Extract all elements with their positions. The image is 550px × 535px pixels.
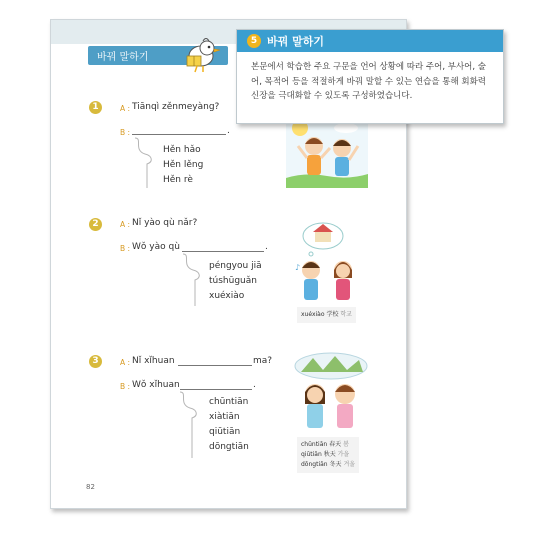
- option-item: Hěn rè: [163, 175, 193, 185]
- vocab-pinyin: dōngtiān: [301, 461, 328, 468]
- callout-title: 바꿔 말하기: [267, 35, 324, 48]
- option-item: qiūtiān: [209, 427, 241, 437]
- substitution-options: [209, 259, 262, 304]
- speaker-a-text: Nǐ yào qù nǎr?: [132, 218, 198, 228]
- bird-mascot-icon: [181, 36, 223, 74]
- speaker-a-label: A :: [120, 358, 131, 367]
- exercise-number-badge: 2: [89, 218, 102, 231]
- answer-blank: [178, 365, 252, 366]
- speaker-a-label: A :: [120, 220, 131, 229]
- answer-blank: [132, 134, 226, 135]
- speaker-a-text: Tiānqì zěnmeyàng?: [132, 102, 220, 112]
- feature-callout: [236, 29, 504, 124]
- callout-number-badge: 5: [247, 34, 261, 48]
- vocabulary-box: [297, 437, 359, 473]
- option-item: chūntiān: [209, 397, 249, 407]
- options-brace: [131, 136, 159, 192]
- speaker-b-label: B :: [120, 244, 131, 253]
- vocab-hanzi: 学校: [326, 311, 339, 318]
- vocab-meaning: 봄: [343, 441, 349, 448]
- options-brace: [176, 390, 204, 462]
- speaker-a-suffix: ma?: [253, 356, 273, 366]
- substitution-options: [163, 143, 203, 188]
- callout-header: [237, 30, 503, 52]
- speaker-b-text: Wǒ xǐhuan: [132, 380, 180, 390]
- vocab-pinyin: qiūtiān: [301, 451, 322, 458]
- vocab-pinyin: xuéxiào: [301, 311, 325, 318]
- kids-sunny-illustration: [286, 116, 368, 188]
- svg-text:♪: ♪: [295, 263, 301, 272]
- speaker-a-text: Nǐ xǐhuan: [132, 356, 175, 366]
- vocab-pinyin: chūntiān: [301, 441, 328, 448]
- option-item: dōngtiān: [209, 442, 249, 452]
- vocab-meaning: 가을: [337, 451, 350, 458]
- vocab-hanzi: 冬天: [329, 461, 342, 468]
- exercise-number-badge: 1: [89, 101, 102, 114]
- speaker-a-label: A :: [120, 104, 131, 113]
- vocab-hanzi: 秋天: [323, 451, 336, 458]
- vocab-hanzi: 春天: [329, 441, 342, 448]
- vocab-meaning: 겨울: [343, 461, 356, 468]
- speaker-b-label: B :: [120, 128, 131, 137]
- sentence-end: .: [227, 126, 230, 136]
- page-number: 82: [86, 483, 95, 491]
- sentence-end: .: [253, 380, 256, 390]
- kids-talking-illustration: [289, 220, 369, 302]
- vocabulary-box: [297, 307, 356, 323]
- vocab-meaning: 학교: [340, 311, 352, 318]
- speaker-b-label: B :: [120, 382, 131, 391]
- callout-description: 본문에서 학습한 주요 구문을 언어 상황에 따라 주어, 부사어, 술어, 목적어 등을 적절하게 바꿔 말할 수 있는 연습을 통해 회화력 신장을 극대화할 수 있도록 구성하였습니다.: [251, 62, 486, 101]
- exercise-number-badge: 3: [89, 355, 102, 368]
- option-item: Hěn hǎo: [163, 145, 201, 155]
- option-item: xiàtiān: [209, 412, 240, 422]
- option-item: túshūguǎn: [209, 276, 257, 286]
- girls-seasons-illustration: [291, 350, 371, 430]
- option-item: péngyou jiā: [209, 261, 262, 271]
- option-item: xuéxiào: [209, 291, 245, 301]
- section-title: 바꿔 말하기: [97, 52, 149, 63]
- options-brace: [179, 252, 207, 310]
- substitution-options: [209, 395, 249, 455]
- option-item: Hěn lěng: [163, 160, 204, 170]
- sentence-end: .: [265, 242, 268, 252]
- speaker-b-text: Wǒ yào qù: [132, 242, 180, 252]
